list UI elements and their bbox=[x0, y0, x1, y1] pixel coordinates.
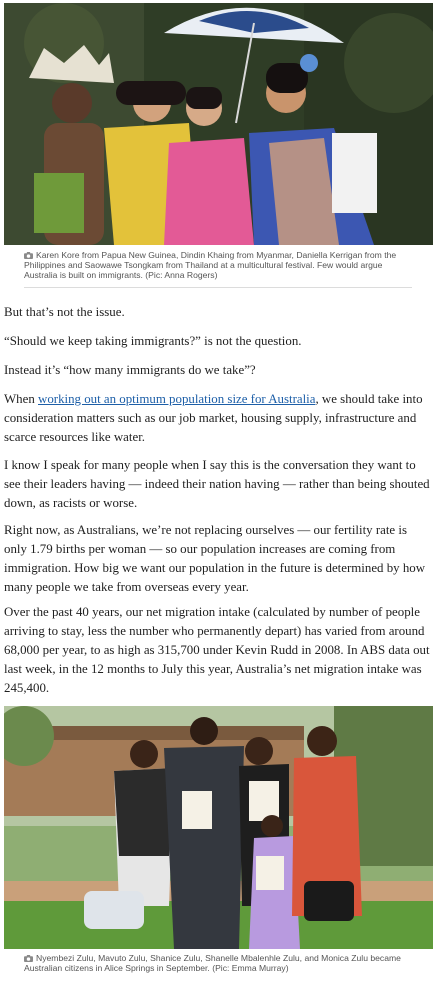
festival-photo-illustration bbox=[4, 3, 433, 245]
population-size-link[interactable]: working out an optimum population size for Australia bbox=[38, 392, 316, 406]
paragraph-7: Over the past 40 years, our net migration intake (calculated by number of people arriving to stay, less the number who permanently depart) has varied from around 68,000 per year, to as high as 315,700 under Kevin Rudd in 2008. In ABS data out last week, in the 12 months to July this year, Australia’s net migration intake was 245,400. bbox=[4, 605, 430, 695]
paragraph-4-rest: , we should take into consideration matters such as our job market, housing supply, infrastructure and scarce resources like water. bbox=[4, 392, 423, 444]
citizenship-photo bbox=[4, 706, 433, 949]
paragraph-3: Instead it’s “how many immigrants do we take”? bbox=[4, 363, 256, 377]
citizenship-photo-caption bbox=[24, 953, 412, 973]
paragraph-6: Right now, as Australians, we’re not replacing ourselves — our fertility rate is only 1.79 births per woman — so our population increases are coming from immigration. How big we want our population in the future is determined by how many people we take from overseas every year. bbox=[4, 523, 426, 594]
paragraph-2: “Should we keep taking immigrants?” is not the question. bbox=[4, 334, 302, 348]
citizenship-photo-illustration bbox=[4, 706, 433, 949]
festival-photo-caption bbox=[24, 250, 412, 280]
paragraph-1: But that’s not the issue. bbox=[4, 305, 125, 319]
camera-icon bbox=[24, 252, 33, 259]
festival-caption-text: Karen Kore from Papua New Guinea, Dindin Khaing from Myanmar, Daniella Kerrigan from the Philippines and Saowawe Tsongkam from Thailand at a multicultural festival. Few would argue Australia is built on immigrants. (Pic: Anna Rogers) bbox=[24, 250, 397, 280]
citizenship-caption-text: Nyembezi Zulu, Mavuto Zulu, Shanice Zulu, Shanelle Mbalenhle Zulu, and Monica Zulu became Australian citizens in Alice Springs in September. (Pic: Emma Murray) bbox=[24, 953, 401, 973]
festival-photo bbox=[4, 3, 433, 245]
caption-divider bbox=[24, 287, 412, 288]
paragraph-4-lead: When bbox=[4, 392, 39, 406]
paragraph-5: I know I speak for many people when I say this is the conversation they want to see their leaders having — indeed their nation having — rather than being shouted down, as racists or worse. bbox=[4, 458, 430, 510]
camera-icon bbox=[24, 955, 33, 962]
paragraph-4 bbox=[4, 390, 432, 447]
